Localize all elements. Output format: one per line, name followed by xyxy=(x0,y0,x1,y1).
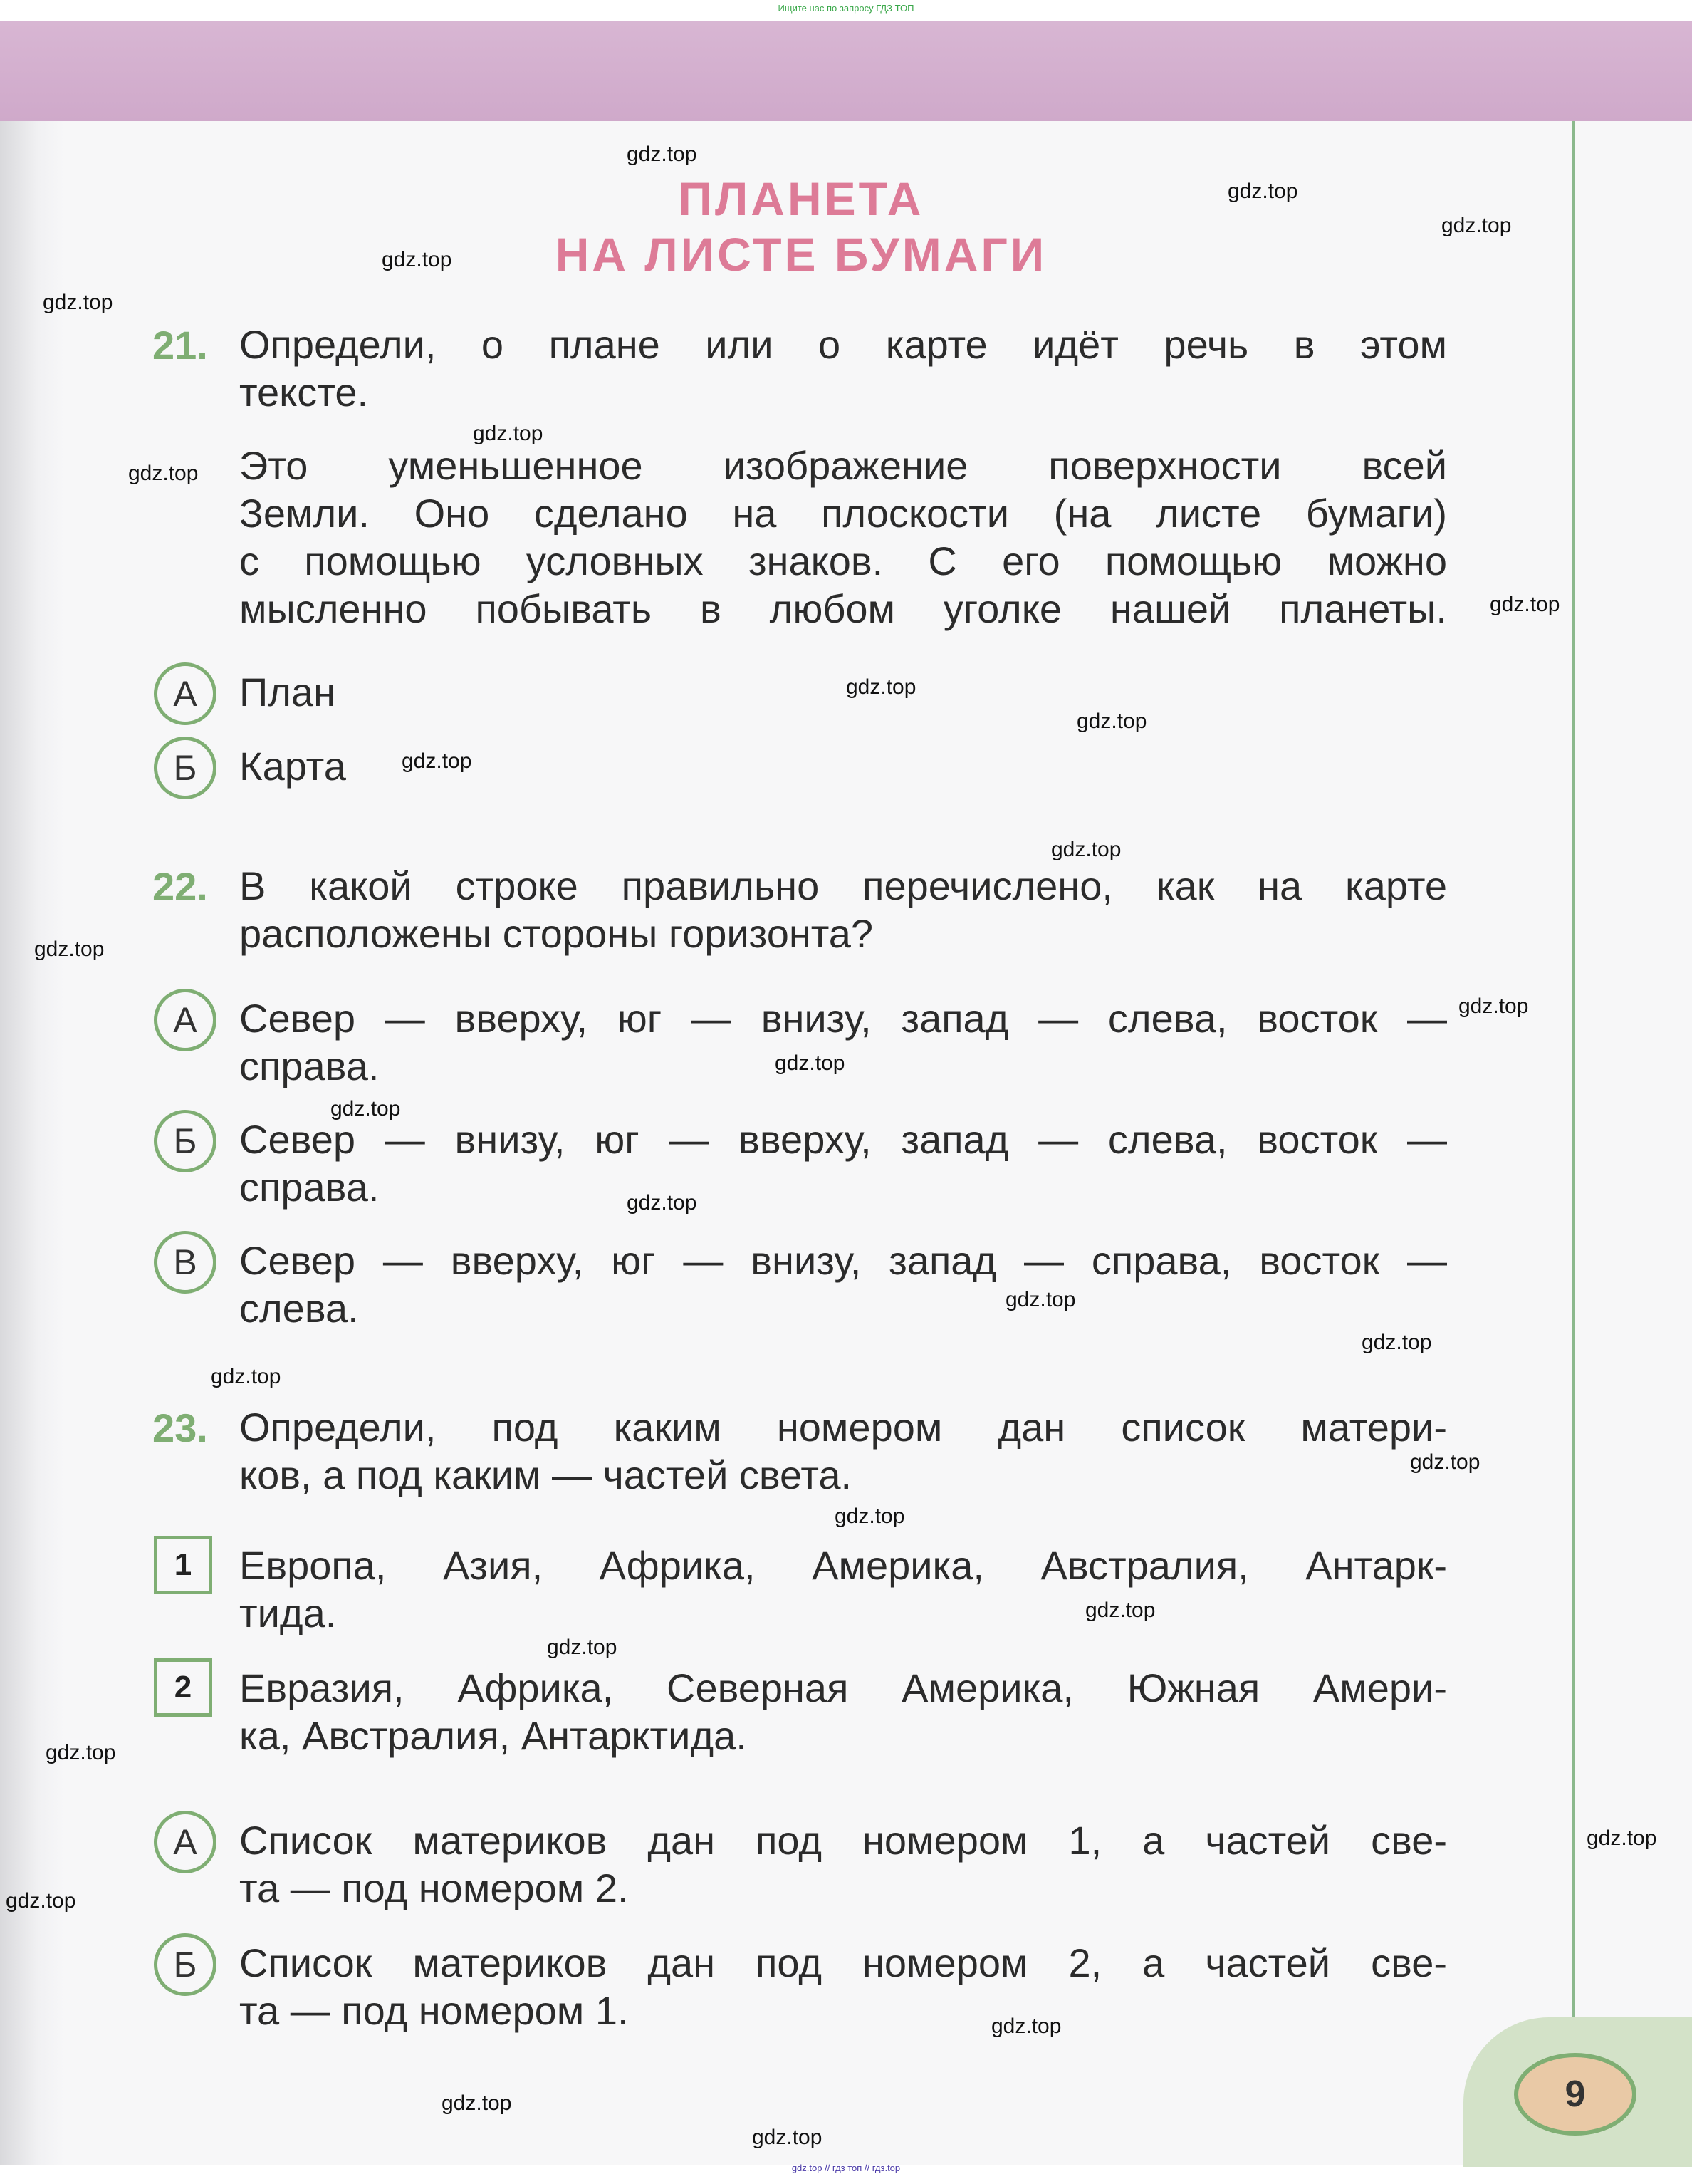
option-line: Север — внизу, юг — вверху, запад — слева, восток — xyxy=(239,1117,1447,1162)
list-1-text xyxy=(239,1541,1447,1637)
option-line: Список материков дан под номером 2, а частей све- xyxy=(239,1940,1447,1985)
question-23-line: ков, а под каким — частей света. xyxy=(239,1452,852,1497)
watermark: gdz.top xyxy=(34,937,105,961)
option-21b-circle[interactable]: Б xyxy=(154,737,216,799)
watermark: gdz.top xyxy=(1490,593,1560,616)
watermark: gdz.top xyxy=(473,422,543,445)
watermark: gdz.top xyxy=(547,1636,617,1659)
question-23-text xyxy=(239,1403,1447,1499)
watermark: gdz.top xyxy=(43,291,113,314)
option-21a-text: План xyxy=(239,670,335,714)
watermark: gdz.top xyxy=(6,1889,76,1913)
option-line: справа. xyxy=(239,1165,380,1210)
watermark: gdz.top xyxy=(1441,214,1512,237)
passage-line: с помощью условных знаков. С его помощью можно xyxy=(239,539,1447,583)
watermark: gdz.top xyxy=(211,1365,281,1388)
list-line: тида. xyxy=(239,1591,337,1636)
watermark: gdz.top xyxy=(1410,1450,1480,1474)
watermark: gdz.top xyxy=(1587,1826,1657,1850)
watermark: gdz.top xyxy=(330,1097,401,1120)
title-line-2: НА ЛИСТЕ БУМАГИ xyxy=(555,228,1048,281)
option-line: Север — вверху, юг — внизу, запад — слева, восток — xyxy=(239,996,1447,1041)
watermark: gdz.top xyxy=(402,749,472,773)
list-2-text xyxy=(239,1664,1447,1759)
watermark: gdz.top xyxy=(835,1504,905,1528)
option-23a-text xyxy=(239,1816,1447,1912)
option-line: Север — вверху, юг — внизу, запад — справа, восток — xyxy=(239,1238,1447,1283)
page-number: 9 xyxy=(1514,2053,1636,2136)
question-21-passage xyxy=(239,442,1447,633)
watermark: gdz.top xyxy=(1228,180,1298,203)
option-line: та — под номером 2. xyxy=(239,1866,629,1910)
question-22-number: 22. xyxy=(152,864,208,909)
watermark: gdz.top xyxy=(46,1741,116,1764)
watermark: gdz.top xyxy=(627,1191,697,1215)
watermark: gdz.top xyxy=(382,248,452,271)
watermark: gdz.top xyxy=(1458,994,1529,1018)
watermark: gdz.top xyxy=(442,2091,512,2115)
watermark: gdz.top xyxy=(1077,709,1147,733)
question-21-text xyxy=(239,321,1447,416)
question-21-number: 21. xyxy=(152,323,208,368)
option-line: Список материков дан под номером 1, а частей све- xyxy=(239,1818,1447,1863)
option-22v-text xyxy=(239,1237,1447,1332)
question-23-number: 23. xyxy=(152,1405,208,1450)
option-22v-circle[interactable]: В xyxy=(154,1231,216,1294)
bottom-note: gdz.top // гдз топ // гдз.top xyxy=(791,2163,901,2173)
list-2-number-box: 2 xyxy=(154,1658,212,1717)
passage-line: мысленно побывать в любом уголке нашей планеты. xyxy=(239,586,1447,631)
option-23b-circle[interactable]: Б xyxy=(154,1933,216,1996)
question-23-line: Определи, под каким номером дан список матери- xyxy=(239,1405,1447,1450)
question-22-line: расположены стороны горизонта? xyxy=(239,911,874,956)
option-22a-circle[interactable]: А xyxy=(154,989,216,1051)
question-22-line: В какой строке правильно перечислено, как на карте xyxy=(239,863,1447,908)
watermark: gdz.top xyxy=(991,2014,1062,2038)
watermark: gdz.top xyxy=(775,1051,845,1075)
passage-line: Земли. Оно сделано на плоскости (на листе бумаги) xyxy=(239,491,1447,536)
option-line: та — под номером 1. xyxy=(239,1988,629,2033)
spine-shadow xyxy=(0,21,64,2165)
question-22-text xyxy=(239,862,1447,957)
page-title xyxy=(498,171,1104,282)
option-21a-circle[interactable]: А xyxy=(154,662,216,725)
watermark: gdz.top xyxy=(627,142,697,166)
watermark: gdz.top xyxy=(1085,1598,1156,1622)
option-22b-text xyxy=(239,1116,1447,1211)
passage-line: Это уменьшенное изображение поверхности всей xyxy=(239,443,1447,488)
header-band xyxy=(0,21,1692,121)
question-21-line: тексте. xyxy=(239,370,369,415)
option-line: справа. xyxy=(239,1044,380,1088)
option-22b-circle[interactable]: Б xyxy=(154,1110,216,1172)
list-line: Европа, Азия, Африка, Америка, Австралия, Антарк- xyxy=(239,1543,1447,1588)
option-line: слева. xyxy=(239,1286,359,1331)
list-line: Евразия, Африка, Северная Америка, Южная Амери- xyxy=(239,1665,1447,1710)
option-21b-text: Карта xyxy=(239,744,346,789)
option-23a-circle[interactable]: А xyxy=(154,1811,216,1873)
list-line: ка, Австралия, Антарктида. xyxy=(239,1713,747,1758)
list-1-number-box: 1 xyxy=(154,1536,212,1594)
watermark: gdz.top xyxy=(846,675,916,699)
top-note: Ищите нас по запросу ГДЗ ТОП xyxy=(778,3,914,14)
question-21-line: Определи, о плане или о карте идёт речь в этом xyxy=(239,322,1447,367)
title-line-1: ПЛАНЕТА xyxy=(678,172,924,225)
watermark: gdz.top xyxy=(1051,838,1122,861)
watermark: gdz.top xyxy=(1006,1288,1076,1311)
watermark: gdz.top xyxy=(752,2126,822,2149)
watermark: gdz.top xyxy=(128,462,199,485)
option-23b-text xyxy=(239,1939,1447,2034)
watermark: gdz.top xyxy=(1362,1331,1432,1354)
right-margin-rule xyxy=(1572,121,1575,2044)
